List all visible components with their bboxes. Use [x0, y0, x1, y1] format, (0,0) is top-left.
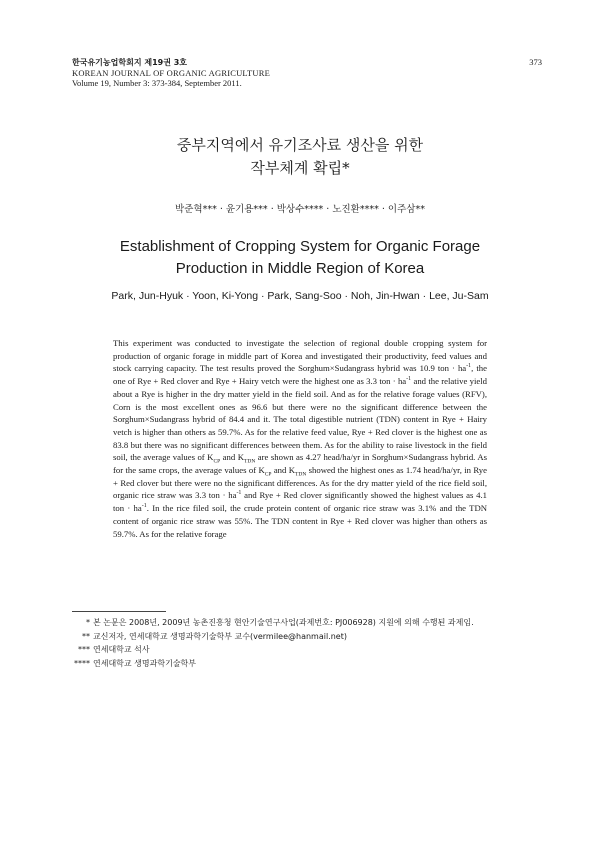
footnote-text: 본 논문은 2008년, 2009년 농촌진흥청 현안기술연구사업(과제번호: PJ006928) 지원에 의해 수행된 과제임.: [93, 618, 474, 627]
abstract-text: and the relative yield about a Rye is higher in the dry matter yield in the field soil. And as for the relative forage values (RFV), Corn is the most excellent ones as 96.6 but there were no the significant difference between the Sorghum×Sudangrass hybrid of 84.4 and it. The total digestible nutrient (TDN) content in Rye + Hairy vetch is higher than others as 59.7%. As for the relative feed value, Rye + Red clover is the highest one as 83.8 but there was no significant differences between them. As for the ability to raise livestock in the field soil, the average values of K: [113, 376, 487, 463]
footnote-text: 교신저자, 연세대학교 생명과학기술학부 교수(vermilee@hanmail.net): [93, 631, 347, 641]
subscript-tdn: TDN: [244, 459, 256, 466]
abstract: [113, 337, 487, 540]
journal-name-english: KOREAN JOURNAL OF ORGANIC AGRICULTURE: [72, 68, 271, 78]
subscript-tdn: TDN: [295, 471, 307, 478]
subscript-cp: CP: [264, 471, 272, 478]
superscript: -1: [236, 490, 242, 497]
superscript: -1: [466, 363, 472, 370]
footnote: [72, 630, 492, 644]
abstract-text: . In the rice filed soil, the crude protein content of organic rice straw was 3.1% and the TDN content of organic rice straw was 55%. The TDN content in Rye + Red clover was higher than others as 59.7%. As for the relative forage: [113, 503, 487, 539]
korean-authors: 박준혁*** · 윤기용*** · 박상수**** · 노진환**** · 이주삼**: [175, 204, 425, 215]
footnote-divider: [72, 611, 166, 612]
korean-title-line-1: 중부지역에서 유기조사료 생산을 위한: [176, 136, 424, 154]
footnote-mark: ***: [78, 645, 90, 654]
footnote-text: 연세대학교 생명과학기술학부: [93, 658, 197, 668]
abstract-text: and Rye + Red clover significantly showed the highest values as 4.1 ton · ha: [113, 490, 487, 514]
footnote: [72, 616, 492, 630]
korean-title-line-2: 작부체계 확립*: [250, 159, 350, 177]
journal-name-korean: 한국유기농업학회지 제19권 3호: [72, 58, 188, 67]
english-title-line-1: Establishment of Cropping System for Organic Forage: [119, 238, 481, 255]
footnote-text: 연세대학교 석사: [93, 645, 150, 654]
footnote-mark: **: [82, 631, 90, 641]
footnotes: [72, 616, 492, 670]
superscript: -1: [141, 503, 147, 510]
english-title-line-2: Production in Middle Region of Korea: [175, 260, 425, 277]
footnote: [72, 657, 492, 671]
superscript: -1: [406, 376, 412, 383]
page-number: 373: [529, 57, 542, 67]
abstract-text: and K: [271, 465, 295, 476]
abstract-text: This experiment was conducted to investigate the selection of regional double cropping system for production of organic forage in middle part of Korea and investigated their productivity, feed values and stock carrying capacity. The test results proved the Sorghum×Sudangrass hybrid was 10.9 ton · ha: [113, 338, 487, 374]
abstract-text: are shown as 4.27 head/ha/yr in Sorghum×Sudangrass hybrid. As for the same crops, the average values of K: [113, 452, 488, 476]
abstract-text: , the one of Rye + Red clover and Rye + Hairy vetch were the highest one as 3.3 ton · ha: [113, 363, 487, 387]
footnote: [72, 643, 492, 657]
subscript-cp: CP: [213, 459, 221, 466]
volume-info: Volume 19, Number 3: 373-384, September 2011.: [72, 78, 242, 88]
footnote-mark: ****: [74, 658, 90, 668]
journal-header: [72, 57, 542, 88]
abstract-text: showed the highest ones as 1.74 head/ha/yr, in Rye + Red clover but there were no the significant differences. As for the dry matter yield of the rice field soil, organic rice straw was 3.3 ton · ha: [113, 465, 487, 501]
english-title: [0, 236, 600, 280]
english-authors: Park, Jun-Hyuk · Yoon, Ki-Yong · Park, Sang-Soo · Noh, Jin-Hwan · Lee, Ju-Sam: [111, 290, 489, 302]
abstract-text: and K: [220, 452, 244, 463]
korean-title: [0, 134, 600, 180]
footnote-mark: *: [86, 618, 90, 627]
